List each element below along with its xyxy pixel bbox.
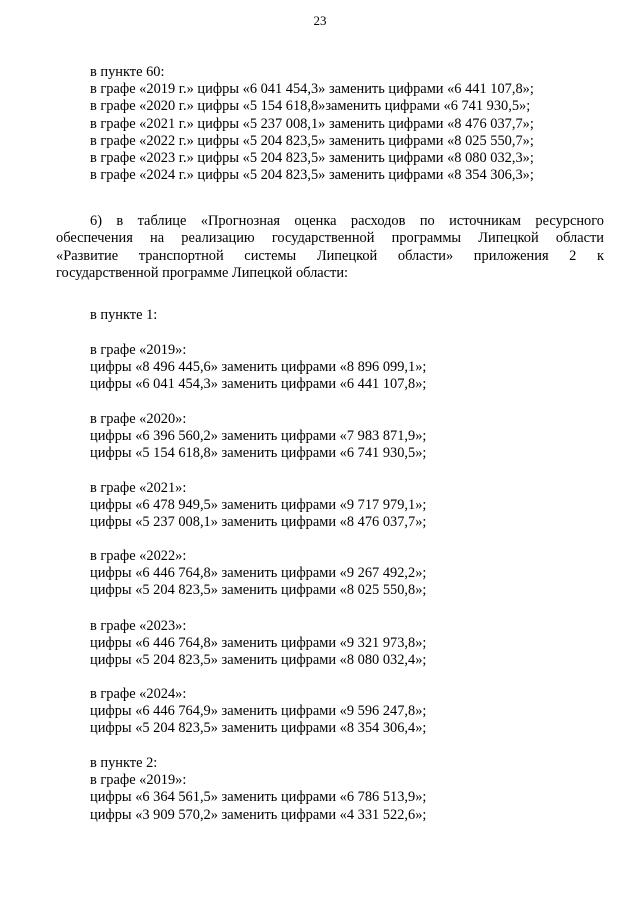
column-label: в графе «2022»: <box>90 548 187 564</box>
replacement-line: в графе «2019 г.» цифры «6 041 454,3» заменить цифрами «6 441 107,8»; <box>90 81 534 98</box>
column-group-2021 <box>90 480 590 532</box>
replacement-line: в графе «2020 г.» цифры «5 154 618,8»заменить цифрами «6 741 930,5»; <box>90 98 531 115</box>
replacement-line: в графе «2023 г.» цифры «5 204 823,5» заменить цифрами «8 080 032,3»; <box>90 149 534 166</box>
section-heading: в пункте 60: <box>90 64 165 80</box>
page-number: 23 <box>313 13 327 28</box>
replacement-line: цифры «6 446 764,9» заменить цифрами «9 596 247,8»; <box>90 703 427 720</box>
column-group-2019 <box>90 342 590 394</box>
replacement-line: цифры «5 204 823,5» заменить цифрами «8 080 032,4»; <box>90 652 427 669</box>
column-group-2020 <box>90 411 590 463</box>
paragraph-line: «Развитие транспортной системы Липецкой области» приложения 2 к <box>56 247 604 264</box>
column-label: в графе «2021»: <box>90 480 187 496</box>
column-label: в графе «2019»: <box>90 342 187 358</box>
column-label: в графе «2024»: <box>90 686 187 702</box>
section-heading: в пункте 2: <box>90 755 158 771</box>
point-60-section <box>90 64 590 184</box>
point-1-heading <box>90 307 590 324</box>
column-group-2024 <box>90 686 590 738</box>
section-heading: в пункте 1: <box>90 307 158 323</box>
replacement-line: цифры «5 237 008,1» заменить цифрами «8 476 037,7»; <box>90 514 427 531</box>
replacement-line: цифры «6 446 764,8» заменить цифрами «9 321 973,8»; <box>90 635 427 652</box>
column-label: в графе «2020»: <box>90 411 187 427</box>
replacement-line: цифры «6 364 561,5» заменить цифрами «6 786 513,9»; <box>90 789 427 806</box>
point-2-section <box>90 755 590 824</box>
replacement-line: цифры «3 909 570,2» заменить цифрами «4 331 522,6»; <box>90 806 427 823</box>
replacement-line: цифры «8 496 445,6» заменить цифрами «8 896 099,1»; <box>90 359 427 376</box>
column-group-2022 <box>90 548 590 600</box>
column-group-2023 <box>90 618 590 670</box>
paragraph-line: обеспечения на реализацию государственной программы Липецкой области <box>56 230 604 247</box>
replacement-line: цифры «5 204 823,5» заменить цифрами «8 025 550,8»; <box>90 582 427 599</box>
table-change-paragraph <box>56 213 604 283</box>
replacement-line: в графе «2021 г.» цифры «5 237 008,1» заменить цифрами «8 476 037,7»; <box>90 115 534 132</box>
paragraph-line: 6) в таблице «Прогнозная оценка расходов по источникам ресурсного <box>90 213 604 229</box>
replacement-line: цифры «5 204 823,5» заменить цифрами «8 354 306,4»; <box>90 720 427 737</box>
replacement-line: цифры «6 446 764,8» заменить цифрами «9 267 492,2»; <box>90 565 427 582</box>
replacement-line: цифры «6 478 949,5» заменить цифрами «9 717 979,1»; <box>90 497 427 514</box>
paragraph-line: государственной программе Липецкой области: <box>56 265 349 282</box>
replacement-line: цифры «6 396 560,2» заменить цифрами «7 983 871,9»; <box>90 428 427 445</box>
column-label: в графе «2023»: <box>90 618 187 634</box>
replacement-line: в графе «2022 г.» цифры «5 204 823,5» заменить цифрами «8 025 550,7»; <box>90 132 534 149</box>
column-label: в графе «2019»: <box>90 772 187 789</box>
replacement-line: в графе «2024 г.» цифры «5 204 823,5» заменить цифрами «8 354 306,3»; <box>90 167 534 184</box>
replacement-line: цифры «6 041 454,3» заменить цифрами «6 441 107,8»; <box>90 376 427 393</box>
replacement-line: цифры «5 154 618,8» заменить цифрами «6 741 930,5»; <box>90 445 427 462</box>
